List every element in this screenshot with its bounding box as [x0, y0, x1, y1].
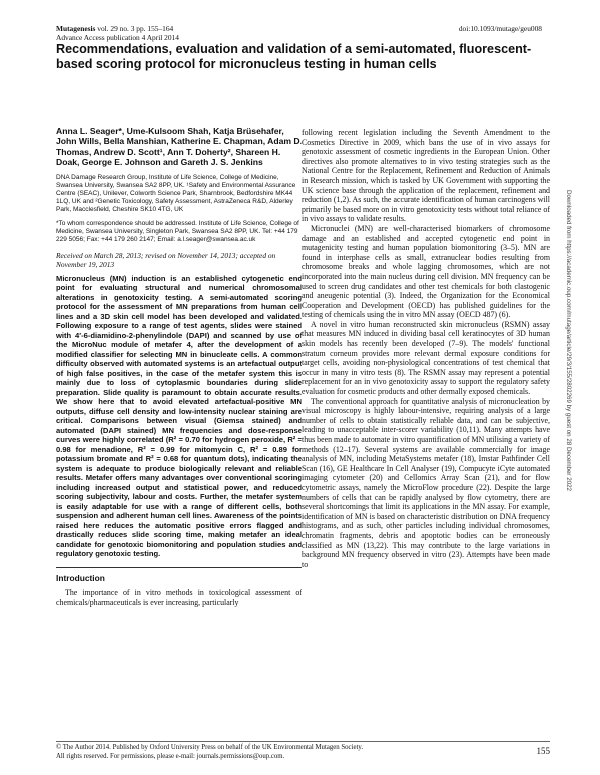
article-title: Recommendations, evaluation and validation of a semi-automated, fluorescent-based scoring protocol for micronucleus testing in human cells — [56, 42, 532, 71]
right-column — [302, 128, 550, 569]
download-watermark: Downloaded from https://academic.oup.com/mutage/article/29/3/155/2802269 by guest on 28 December 2022 — [565, 190, 572, 491]
journal-header — [56, 24, 179, 42]
body-paragraph-3: A novel in vitro human reconstructed skin micronucleus (RSMN) assay that measures MN induced in dividing basal cell keratinocytes of 3D human skin models has recently been developed (7–9). The models' functional stratum corneum provides more relevant dermal exposure conditions for target cells, avoiding non-physiological concentrations of test chemical that occur in many in vitro tests (8). The RSMN assay may represent a potential replacement for an in vivo genotoxicity assay to support the regulatory safety evaluation for cosmetic products and other dermally exposed chemicals. — [302, 319, 550, 397]
doi[interactable]: doi:10.1093/mutage/geu008 — [458, 24, 542, 33]
advance-access: Advance Access publication 4 April 2014 — [56, 33, 179, 42]
footer-divider — [56, 741, 550, 742]
journal-volume: vol. 29 no. 3 pp. 155–164 — [97, 24, 174, 33]
copyright-line: © The Author 2014. Published by Oxford University Press on behalf of the UK Environmental Mutagen Society. — [56, 744, 364, 751]
permissions-line: All rights reserved. For permissions, please e-mail: journals.permissions@oup.com. — [56, 752, 285, 760]
copyright-footer — [56, 744, 363, 761]
body-paragraph-1: following recent legislation including the Seventh Amendment to the Cosmetics Directive in 2009, which bans the use of in vivo assays for genotoxic assessment of cosmetic ingredients in the European Union. Other directives also promote alternatives to in vivo testing strategies such as the National Centre for the Replacement, Refinement and Reduction of Animals in Research mission, which is tasked by UK Government with supporting the UK science base through the application of the replacement, refinement and reduction (1,2). As such, the accurate identification of human carcinogens will primarily be based more on in vitro genotoxicity tests without total reliance of in vivo assays to validate results. — [302, 128, 550, 224]
affiliations: DNA Damage Research Group, Institute of Life Science, College of Medicine, Swansea University, Swansea SA2 8PP, UK. ¹Safety and Environmental Assurance Centre (SEAC), Unilever, Colworth Science Park, Sharnbrook, Bedfordshire MK44 1LQ, UK and ²Genetic Toxicology, Safety Assessment, AstraZeneca R&D, Alderley Park, Macclesfield, Cheshire SK10 4TG, UK — [56, 173, 296, 213]
introduction-heading: Introduction — [56, 572, 105, 583]
correspondence: *To whom correspondence should be addressed. Institute of Life Science, College of Medicine, Swansea University, Singleton Park, Swansea SA2 8PP, UK. Tel: +44 179 229 5056; Fax: +44 179 260 2147; Email: a.l.seager@swansea.ac.uk — [56, 219, 299, 243]
journal-name: Mutagenesis — [56, 24, 96, 33]
body-paragraph-2: Micronuclei (MN) are well-characterised biomarkers of chromosome damage and an established and accepted cytogenetic end point in mutagenicity testing and human population biomonitoring (3–5). MN are found in interphase cells as small, extranuclear bodies resulting from chromosome breaks and whole lagging chromosomes, which are not incorporated into the main nucleus during cell division. MN frequency can be used to screen drug candidates and other test chemicals for both clastogenic and aneugenic potential (3). Indeed, the Organization for the Economical Cooperation and Development (OECD) has published guidelines for the testing of chemicals using the in vitro MN assay (OECD 487) (6). — [302, 223, 550, 320]
author-list: Anna L. Seager*, Ume-Kulsoom Shah, Katja Brüsehafer, John Wills, Bella Manshian, Katherine E. Chapman, Adam D. Thomas, Andrew D. Scott¹, Ann T. Doherty², Shareen H. Doak, George E. Johnson and Gareth J. S. Jenkins — [56, 126, 303, 168]
received-dates: Received on March 28, 2013; revised on November 14, 2013; accepted on November 19, 2013 — [56, 250, 276, 269]
body-paragraph-4: The conventional approach for quantitative analysis of micronucleation by visual microscopy is highly labour-intensive, requiring analysis of a large number of cells to obtain statistically reliable data, and can be subjective, leading to unacceptable inter-scorer variability (10,11). Many attempts have thus been made to automate in vitro quantification of MN utilising a variety of methods (12–17). Several systems are available commercially for image analysis of MN, including MetaSystems metafer (18), Imstar Pathfinder Cell Scan (16), GE Healthcare In Cell Analyser (19), Compucyte iCyte automated imaging cytometer (20) and Cellomics Array Scan (21), and for flow cytometric assays, namely the MicroFlow procedure (22). Despite the large numbers of cells that can be rapidly analysed by flow cytometry, there are several shortcomings that limit its applications in the MN assay. For example, identification of MN is based on characteristic distribution on DNA frequency histograms, and as such, other particles including individual chromosomes, chromatin fragments, debris and apoptotic bodies can be erroneously classified as MN (13,22). This may contribute to the large variations in background MN frequency observed in vitro (23). Attempts have been made to — [302, 396, 550, 569]
section-divider — [56, 567, 302, 568]
abstract: Micronucleus (MN) induction is an established cytogenetic end point for evaluating structural and numerical chromosomal alterations in genotoxicity testing. A semi-automated scoring protocol for the assessment of MN preparations from human cell lines and a 3D skin cell model has been developed and validated. Following exposure to a range of test agents, slides were stained with 4′-6-diamidino-2-phenylindole (DAPI) and scanned by use of the MicroNuc module of metafer 4, after the development of a modified classifier for selecting MN in binucleate cells. A common difficulty observed with automated systems is an artefactual output of high false positives, in the case of the metafer system this is mainly due to loss of cytoplasmic boundaries during slide preparation. Slide quality is paramount to obtain accurate results. We show here that to avoid elevated artefactual-positive MN outputs, diffuse cell density and low-intensity nuclear staining are critical. Comparisons between visual (Giemsa stained) and automated (DAPI stained) MN frequencies and dose-response curves were highly correlated (R² = 0.70 for hydrogen peroxide, R² = 0.98 for menadione, R² = 0.99 for mitomycin C, R² = 0.89 for potassium bromate and R² = 0.68 for quantum dots), indicating the system is adequate to produce biologically relevant and reliable results. Metafer offers many advantages over conventional scoring including increased output and statistical power, and reduced scoring subjectivity, labour and costs. Further, the metafer system is easily adaptable for use with a range of different cells, both suspension and adherent human cell lines. Awareness of the points raised here reduces the automatic positive errors flagged and drastically reduces slide scoring time, making metafer an ideal candidate for genotoxic biomonitoring and population studies and regulatory genotoxic testing. — [56, 273, 302, 559]
introduction-text: The importance of in vitro methods in toxicological assessment of chemicals/pharmaceuticals is ever increasing, particularly — [56, 588, 302, 607]
left-column — [56, 126, 302, 607]
page-number: 155 — [536, 746, 550, 756]
